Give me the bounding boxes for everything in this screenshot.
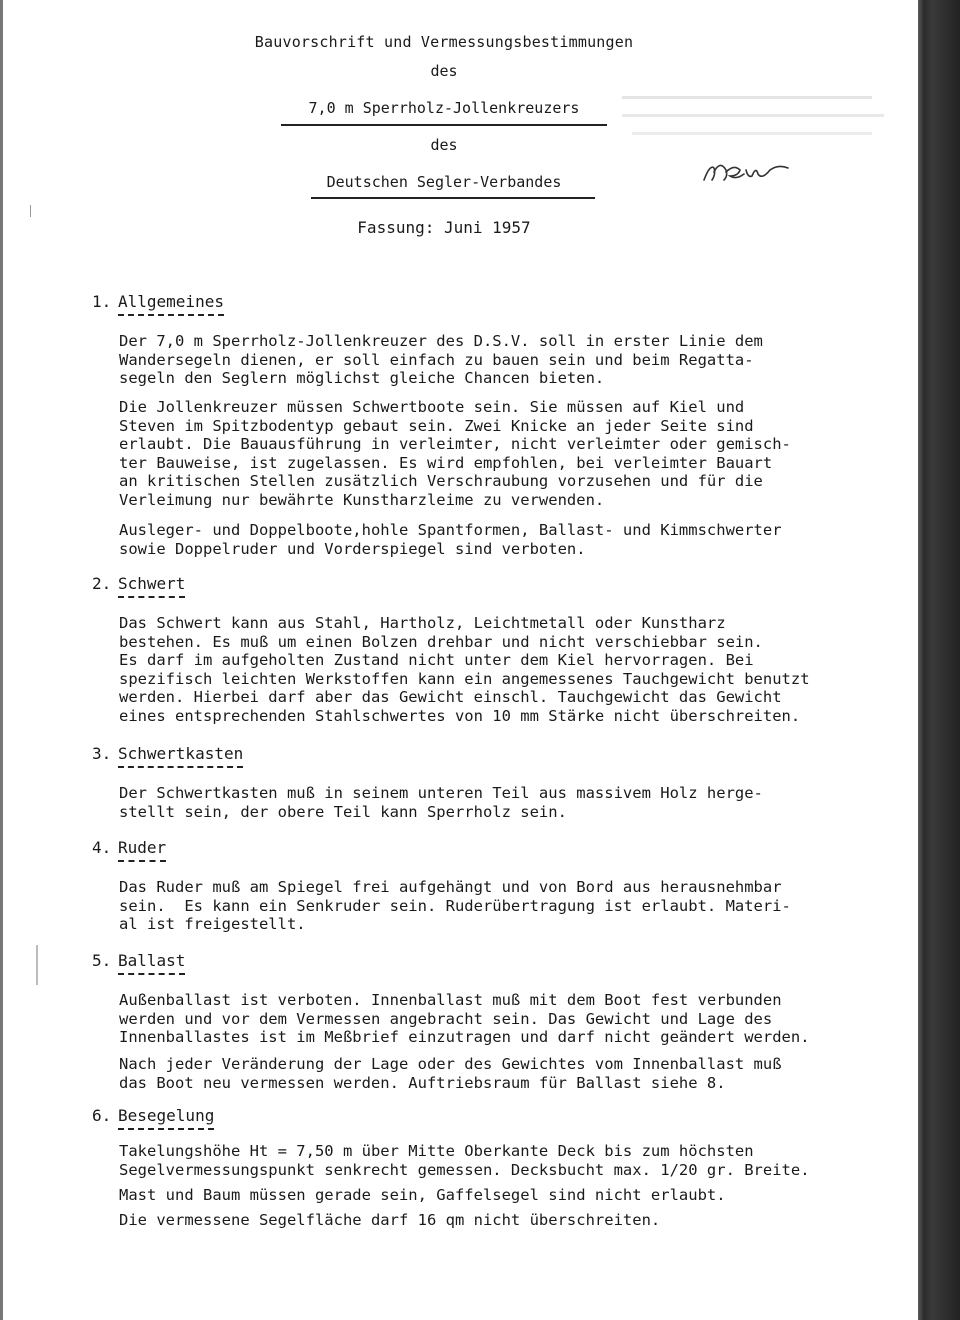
section-title: Allgemeines [118, 292, 224, 311]
section-number: 3. [92, 744, 112, 763]
paragraph: Die Jollenkreuzer müssen Schwertboote sein. Sie müssen auf Kiel und Steven im Spitzbodentyp gebaut sein. Zwei Knicke an jeder Seite sind erlaubt. Die Bauausführung in verleimter, nicht verleimter oder gemisch- ter Bauweise, ist zugelassen. Es wird empfohlen, bei verleimter Bauart an kritischen Stellen zusätzlich Verschraubung vorzusehen und für die Verleimung nur bewährte Kunstharzleime zu verwenden. [119, 398, 791, 509]
section-title: Schwertkasten [118, 744, 244, 763]
margin-mark [30, 205, 37, 217]
paragraph: Mast und Baum müssen gerade sein, Gaffelsegel sind nicht erlaubt. [119, 1186, 726, 1204]
doc-title-line3: 7,0 m Sperrholz-Jollenkreuzers [308, 99, 580, 117]
paragraph: Das Ruder muß am Spiegel frei aufgehängt und von Bord aus herausnehmbar sein. Es kann ein Senkruder sein. Ruderübertragung ist erlaubt. Materi- al ist freigestellt. [119, 878, 791, 933]
title-rule [311, 197, 595, 199]
section-number: 2. [92, 574, 112, 593]
doc-title-line4: des [430, 136, 458, 154]
section-number: 1. [92, 292, 112, 311]
paragraph: Außenballast ist verboten. Innenballast muß mit dem Boot fest verbunden werden und vor dem Vermessen angebracht sein. Das Gewicht und Lage des Innenballastes ist im Meßbrief einzutragen und darf nicht geändert werden. [119, 991, 810, 1046]
doc-version: Fassung: Juni 1957 [357, 218, 531, 237]
section-heading-schwert [92, 574, 185, 593]
section-number: 6. [92, 1106, 112, 1125]
paragraph: Ausleger- und Doppelboote,hohle Spantformen, Ballast- und Kimmschwerter sowie Doppelruder und Vorderspiegel sind verboten. [119, 521, 782, 558]
paragraph: Der Schwertkasten muß in seinem unteren Teil aus massivem Holz herge- stellt sein, der obere Teil kann Sperrholz sein. [119, 784, 763, 821]
paragraph: Nach jeder Veränderung der Lage oder des Gewichtes vom Innenballast muß das Boot neu vermessen werden. Auftriebsraum für Ballast siehe 8. [119, 1055, 782, 1092]
section-heading-besegelung [92, 1106, 214, 1125]
section-heading-ballast [92, 951, 185, 970]
paragraph: Die vermessene Segelfläche darf 16 qm nicht überschreiten. [119, 1211, 661, 1229]
doc-title-line1: Bauvorschrift und Vermessungsbestimmungen [254, 33, 634, 51]
section-title: Schwert [118, 574, 186, 593]
handwritten-initials [700, 150, 800, 194]
section-heading-ruder [92, 838, 166, 857]
page-edge-left [0, 0, 3, 1320]
margin-mark [36, 945, 38, 985]
section-number: 4. [92, 838, 112, 857]
doc-title-line2: des [430, 62, 458, 80]
section-title: Besegelung [118, 1106, 215, 1125]
paragraph: Der 7,0 m Sperrholz-Jollenkreuzer des D.S.V. soll in erster Linie dem Wandersegeln dienen, er soll einfach zu bauen sein und beim Regatta- segeln den Seglern möglichst gleiche Chancen bieten. [119, 332, 763, 387]
page-edge-shadow [918, 0, 960, 1320]
section-title: Ballast [118, 951, 186, 970]
paragraph: Takelungshöhe Ht = 7,50 m über Mitte Oberkante Deck bis zum höchsten Segelvermessungspunkt senkrecht gemessen. Decksbucht max. 1/20 gr. Breite. [119, 1142, 810, 1179]
section-number: 5. [92, 951, 112, 970]
title-rule [281, 124, 607, 126]
paragraph: Das Schwert kann aus Stahl, Hartholz, Leichtmetall oder Kunstharz bestehen. Es muß um einen Bolzen drehbar und nicht verschiebbar sein. Es darf im aufgeholten Zustand nicht unter dem Kiel hervorragen. Bei spezifisch leichten Werkstoffen kann ein angemessenes Tauchgewicht benutzt werden. Hierbei darf aber das Gewicht einschl. Tauchgewicht das Gewicht eines entsprechenden Stahlschwertes von 10 mm Stärke nicht überschreiten. [119, 614, 810, 725]
doc-title-line5: Deutschen Segler-Verbandes [326, 173, 562, 191]
section-heading-allgemeines [92, 292, 224, 311]
section-title: Ruder [118, 838, 167, 857]
section-heading-schwertkasten [92, 744, 243, 763]
